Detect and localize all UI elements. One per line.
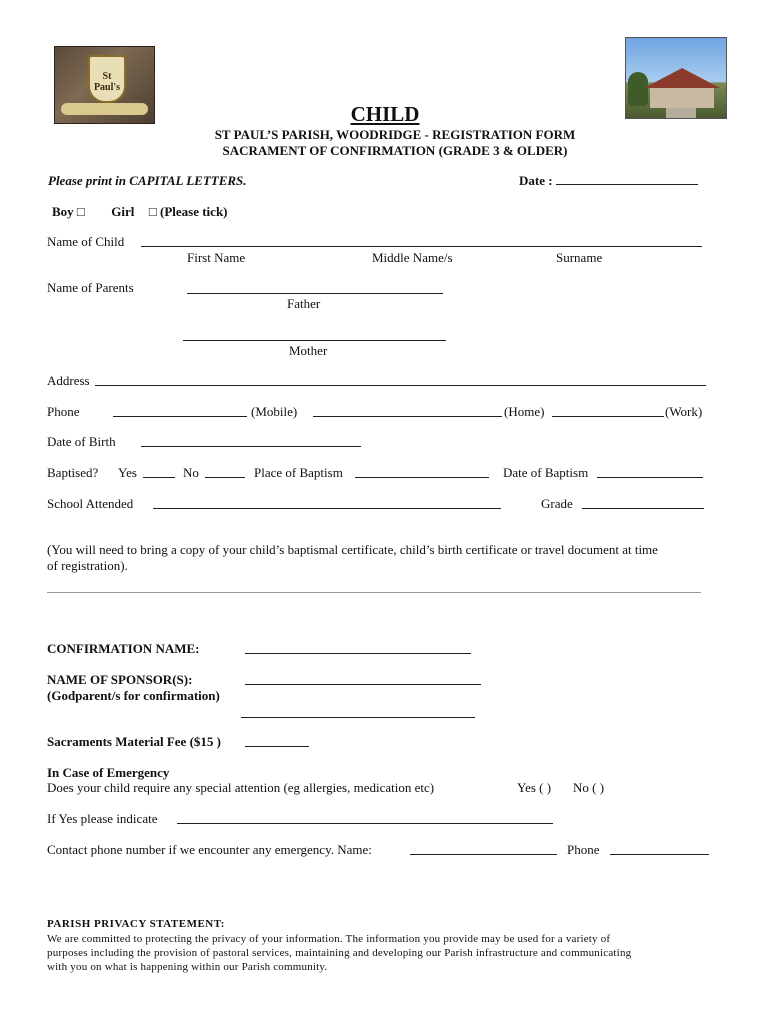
father-caption: Father: [287, 296, 321, 311]
documents-note-line1: (You will need to bring a copy of your child’s baptismal certificate, child’s birth certificate or travel document at time: [47, 542, 658, 557]
mobile-field[interactable]: [113, 405, 247, 417]
sponsor-field-2[interactable]: [241, 706, 475, 718]
parents-label: Name of Parents: [47, 280, 134, 295]
school-label: School Attended: [47, 496, 134, 511]
documents-note-line2: of registration).: [47, 558, 128, 573]
special-attention-no[interactable]: No ( ): [573, 780, 605, 795]
phone-label: Phone: [47, 404, 80, 419]
emergency-phone-field[interactable]: [610, 843, 709, 855]
girl-label: Girl: [111, 204, 135, 219]
boy-checkbox[interactable]: □: [76, 204, 85, 219]
emergency-contact-name-field[interactable]: [410, 843, 557, 855]
emergency-heading: In Case of Emergency: [47, 765, 170, 780]
first-name-caption: First Name: [187, 250, 246, 265]
form-heading-line2: SACRAMENT OF CONFIRMATION (GRADE 3 & OLDER): [222, 143, 568, 158]
child-name-label: Name of Child: [47, 234, 125, 249]
date-of-baptism-label: Date of Baptism: [503, 465, 589, 480]
baptised-no-label: No: [183, 465, 199, 480]
place-of-baptism-field[interactable]: [355, 466, 489, 478]
mother-caption: Mother: [289, 343, 328, 358]
sponsor-sublabel: (Godparent/s for confirmation): [47, 688, 220, 703]
tick-instruction: (Please tick): [160, 204, 228, 219]
date-label: Date :: [519, 173, 698, 189]
school-field[interactable]: [153, 497, 501, 509]
grade-field[interactable]: [582, 497, 704, 509]
page-title: CHILD: [350, 102, 420, 126]
baptised-label: Baptised?: [47, 465, 99, 480]
emergency-contact-label: Contact phone number if we encounter any emergency. Name:: [47, 842, 372, 857]
date-of-baptism-field[interactable]: [597, 466, 703, 478]
indicate-field[interactable]: [177, 812, 553, 824]
logo-text: St Paul's: [93, 71, 121, 93]
indicate-label: If Yes please indicate: [47, 811, 158, 826]
mother-field[interactable]: [183, 329, 446, 341]
sponsor-field-1[interactable]: [245, 673, 481, 685]
fee-label: Sacraments Material Fee ($15 ): [47, 734, 221, 749]
child-name-field[interactable]: [141, 235, 702, 247]
girl-checkbox[interactable]: □: [148, 204, 157, 219]
shield-icon: [88, 55, 126, 103]
middle-name-caption: Middle Name/s: [372, 250, 453, 265]
place-of-baptism-label: Place of Baptism: [254, 465, 343, 480]
special-attention-yes[interactable]: Yes ( ): [517, 780, 552, 795]
privacy-text-line1: We are committed to protecting the privacy of your information. The information you provide may be used for a variety of: [47, 933, 611, 945]
father-field[interactable]: [187, 282, 443, 294]
confirmation-name-field[interactable]: [245, 642, 471, 654]
grade-label: Grade: [541, 496, 573, 511]
surname-caption: Surname: [556, 250, 603, 265]
gender-row: [52, 204, 228, 220]
home-phone-field[interactable]: [313, 405, 502, 417]
privacy-text-line3: with you on what is happening within our Parish community.: [47, 961, 328, 973]
work-phone-field[interactable]: [552, 405, 664, 417]
work-caption: (Work): [665, 404, 703, 419]
address-label: Address: [47, 373, 90, 388]
home-caption: (Home): [504, 404, 545, 419]
address-field[interactable]: [95, 374, 706, 386]
confirmation-name-label: CONFIRMATION NAME:: [47, 641, 200, 656]
dob-label: Date of Birth: [47, 434, 116, 449]
date-field[interactable]: [556, 173, 698, 185]
print-instruction: Please print in CAPITAL LETTERS.: [48, 173, 247, 188]
emergency-phone-label: Phone: [567, 842, 600, 857]
sponsor-label: NAME OF SPONSOR(S):: [47, 672, 193, 687]
boy-label: Boy: [52, 204, 74, 219]
special-attention-question: Does your child require any special attention (eg allergies, medication etc): [47, 780, 435, 795]
fee-field[interactable]: [245, 735, 309, 747]
mobile-caption: (Mobile): [251, 404, 298, 419]
privacy-heading: PARISH PRIVACY STATEMENT:: [47, 918, 225, 930]
baptised-no-field[interactable]: [205, 466, 245, 478]
dob-field[interactable]: [141, 435, 361, 447]
form-heading-line1: ST PAUL’S PARISH, WOODRIDGE - REGISTRATION FORM: [214, 127, 576, 142]
baptised-yes-field[interactable]: [143, 466, 175, 478]
section-divider: [47, 592, 701, 593]
privacy-text-line2: purposes including the provision of pastoral services, maintaining and developing our Parish infrastructure and communicating: [47, 947, 632, 959]
baptised-yes-label: Yes: [118, 465, 137, 480]
